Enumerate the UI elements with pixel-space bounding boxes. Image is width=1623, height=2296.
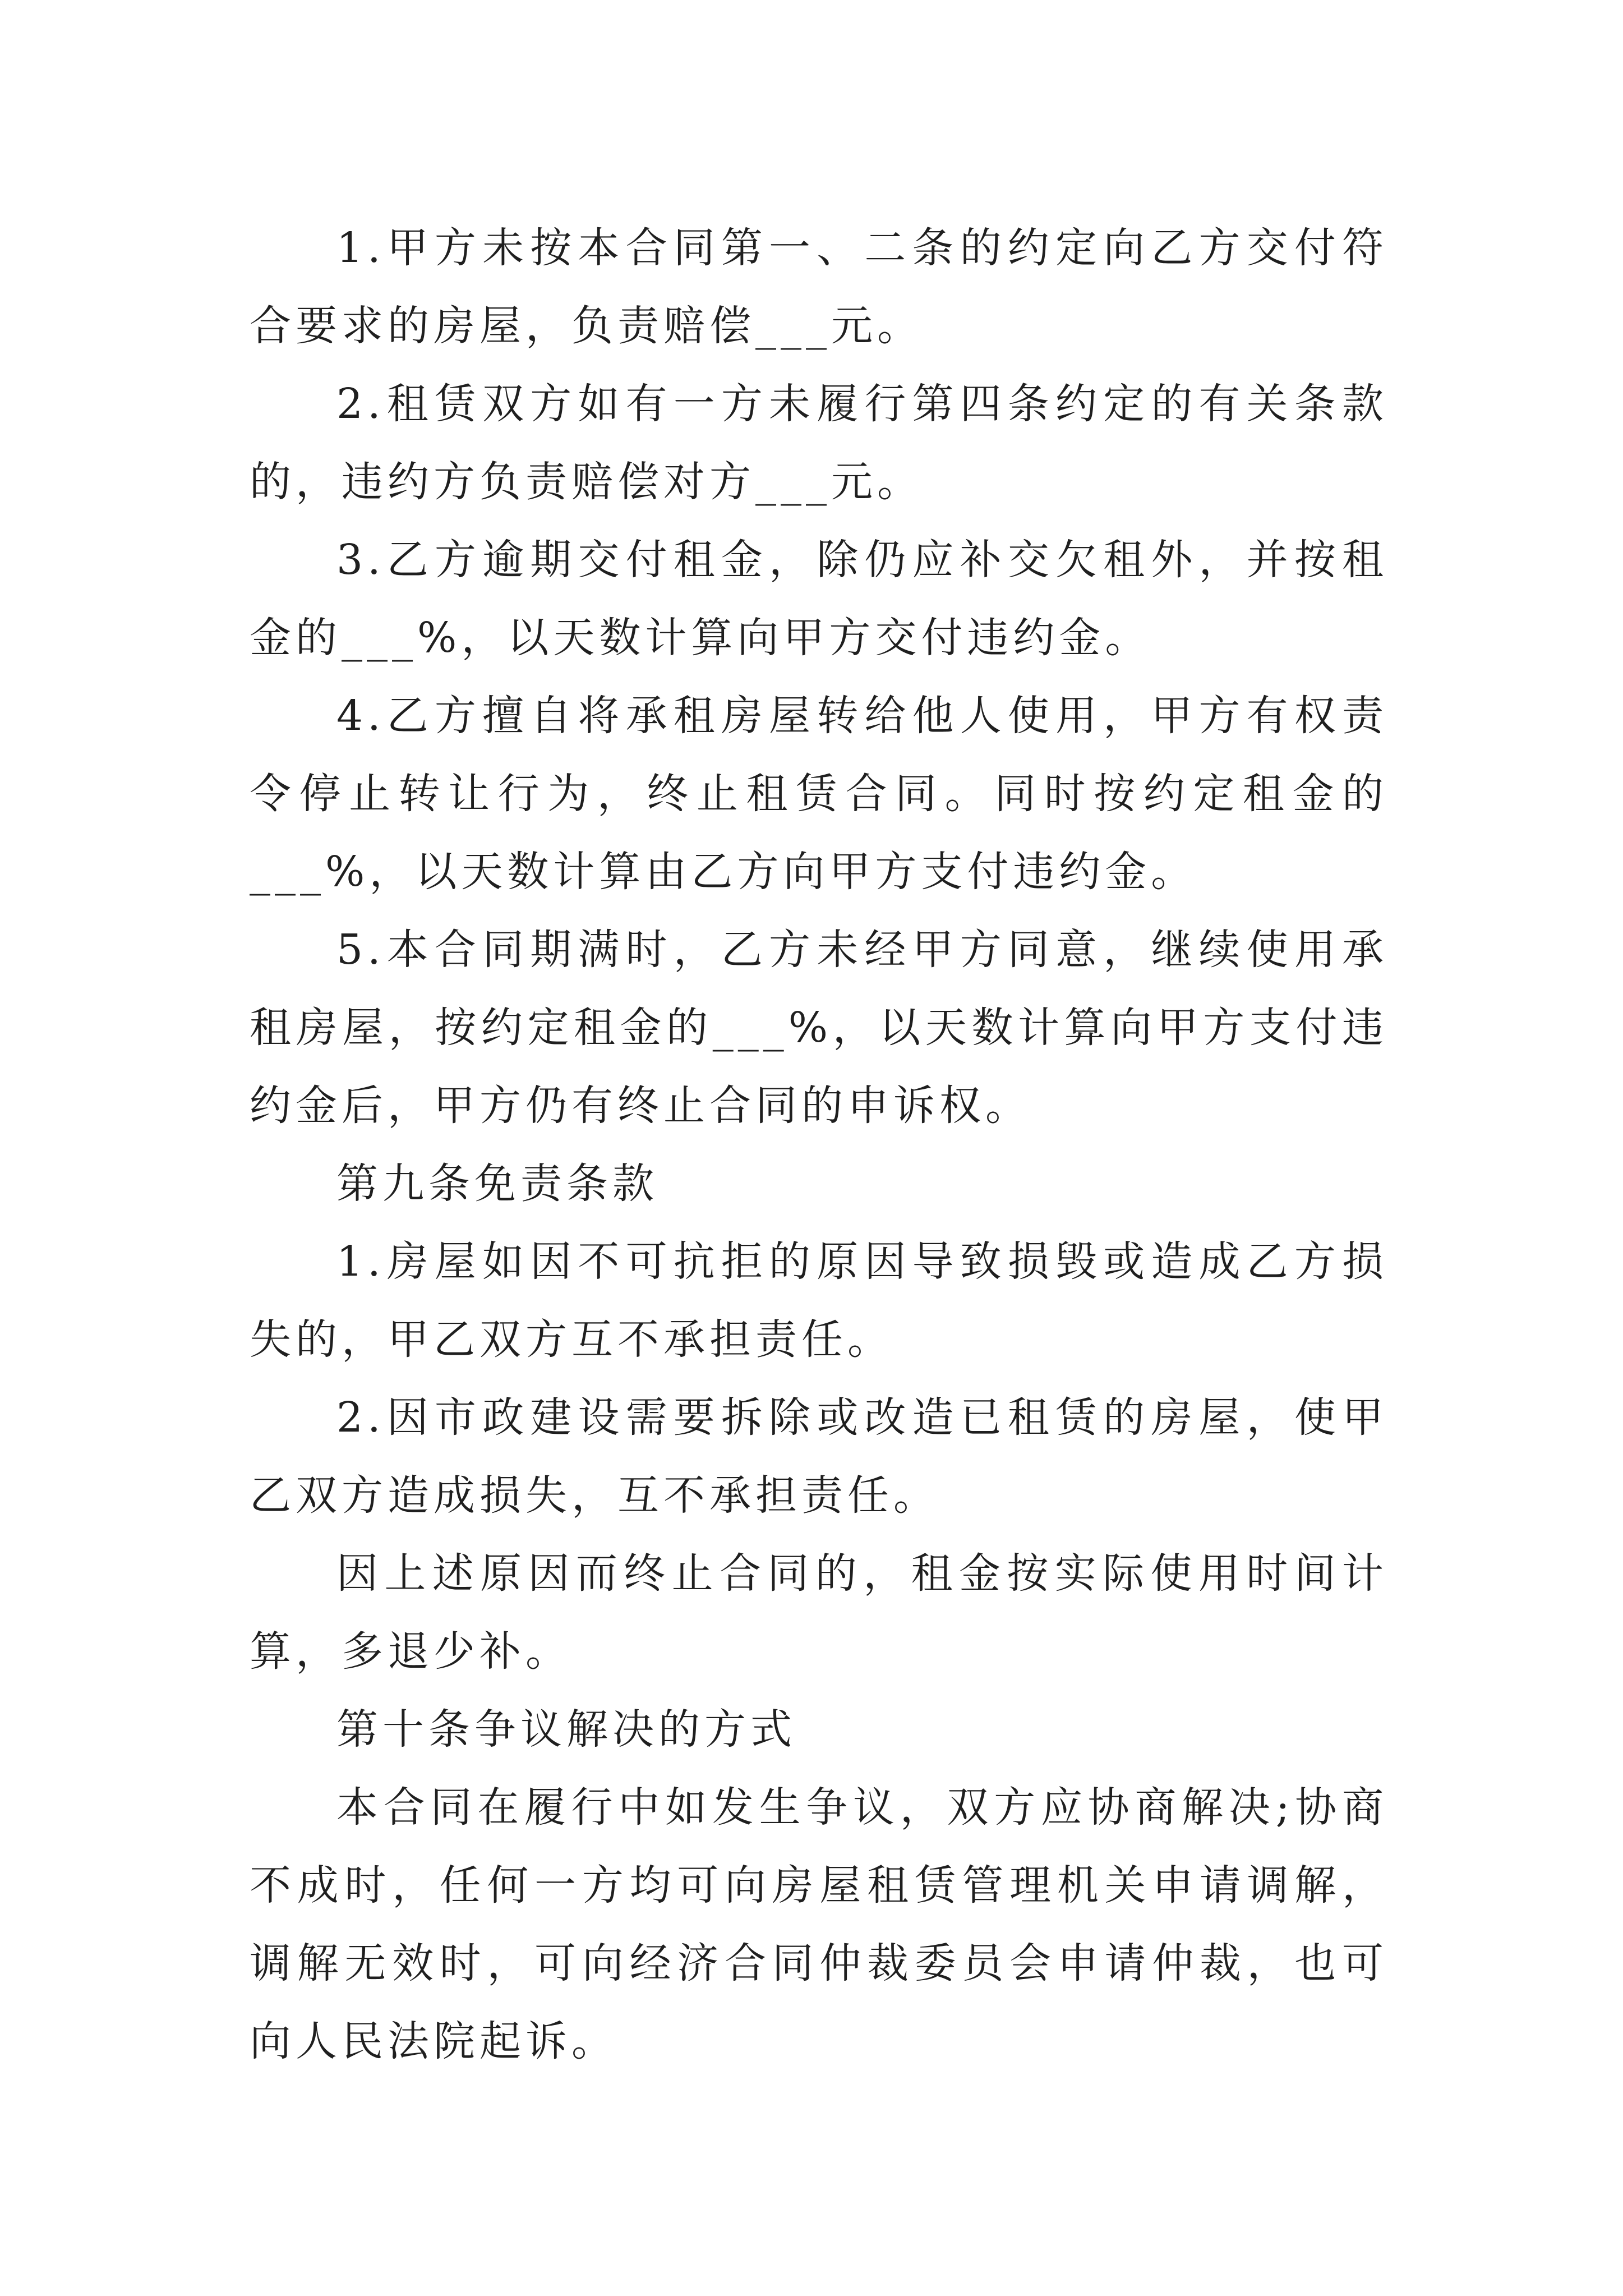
- article-9-clause-1: 1.房屋如因不可抗拒的原因导致损毁或造成乙方损失的，甲乙双方互不承担责任。: [250, 1237, 1388, 1364]
- article-9-note: 因上述原因而终止合同的，租金按实际使用时间计算，多退少补。: [250, 1549, 1388, 1676]
- clause-5-paragraph: 5.本合同期满时，乙方未经甲方同意，继续使用承租房屋，按约定租金的___%，以天数计算向甲方支付违约金后，甲方仍有终止合同的申诉权。: [250, 926, 1388, 1130]
- clause-1-paragraph: 1.甲方未按本合同第一、二条的约定向乙方交付符合要求的房屋，负责赔偿___元。: [250, 224, 1388, 350]
- document-body: [250, 209, 1388, 2081]
- article-9-heading: 第九条免责条款: [336, 1159, 658, 1208]
- article-9-clause-2: 2.因市政建设需要拆除或改造已租赁的房屋，使甲乙双方造成损失，互不承担责任。: [250, 1393, 1388, 1520]
- clause-3-paragraph: 3.乙方逾期交付租金，除仍应补交欠租外，并按租金的___%，以天数计算向甲方交付违约金。: [250, 536, 1388, 662]
- clause-4-paragraph: 4.乙方擅自将承租房屋转给他人使用，甲方有权责令停止转让行为，终止租赁合同。同时按约定租金的___%，以天数计算由乙方向甲方支付违约金。: [250, 692, 1388, 896]
- clause-2-paragraph: 2.租赁双方如有一方未履行第四条约定的有关条款的，违约方负责赔偿对方___元。: [250, 380, 1388, 506]
- article-10-body: 本合同在履行中如发生争议，双方应协商解决;协商不成时，任何一方均可向房屋租赁管理机关申请调解，调解无效时，可向经济合同仲裁委员会申请仲裁，也可向人民法院起诉。: [250, 1783, 1388, 2065]
- article-10-heading: 第十条争议解决的方式: [336, 1705, 796, 1754]
